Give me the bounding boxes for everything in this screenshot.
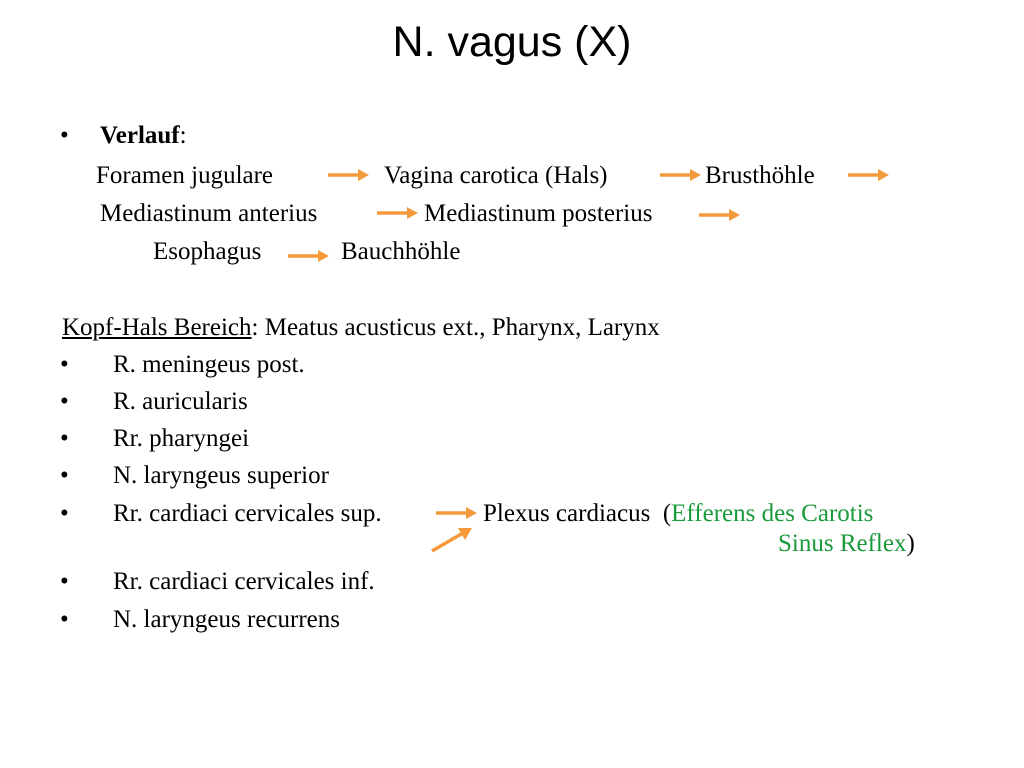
kopf-hals-rest: : Meatus acusticus ext., Pharynx, Larynx [251,314,660,341]
arrow-right-icon [375,206,419,220]
bullet: • [60,606,69,633]
path-vagina-carotica: Vagina carotica (Hals) [384,162,608,189]
path-bauchhoehle: Bauchhöhle [341,238,461,265]
plexus-green-line2: Sinus Reflex [778,530,907,557]
branch-pharyngei: Rr. pharyngei [113,425,250,452]
verlauf-heading [100,121,187,151]
arrow-right-icon [697,208,741,222]
bullet: • [60,351,69,378]
arrow-right-icon [846,168,890,182]
bullet: • [60,500,69,527]
path-mediastinum-anterius: Mediastinum anterius [100,200,318,227]
arrow-right-icon [286,249,330,263]
branch-laryngeus-recurrens: N. laryngeus recurrens [113,606,340,633]
bullet: • [60,462,69,489]
plexus-open-paren: ( [662,500,672,527]
arrow-right-icon [658,168,702,182]
bullet: • [60,388,69,415]
path-brusthoehle: Brusthöhle [705,162,815,189]
verlauf-colon: : [179,122,187,149]
kopf-hals-line [62,313,660,343]
plexus-green-line1: Efferens des Carotis [671,500,874,527]
plexus-second-line [778,529,915,559]
path-mediastinum-posterius: Mediastinum posterius [424,200,653,227]
branch-auricularis: R. auricularis [113,388,248,415]
plexus-target: Plexus cardiacus [483,500,651,527]
page-title: N. vagus (X) [392,18,632,66]
plexus-close-paren: ) [906,530,915,557]
branch-cardiaci-inf: Rr. cardiaci cervicales inf. [113,568,375,595]
arrow-up-right-icon [428,526,474,554]
arrow-right-icon [326,168,370,182]
plexus-cardiacus-line [483,499,873,529]
bullet: • [60,122,69,149]
branch-laryngeus-superior: N. laryngeus superior [113,462,329,489]
arrow-right-icon [434,506,478,520]
branch-cardiaci-sup: Rr. cardiaci cervicales sup. [113,500,382,527]
kopf-hals-label: Kopf-Hals Bereich [62,314,252,341]
bullet: • [60,425,69,452]
verlauf-heading-text: Verlauf [100,122,180,149]
bullet: • [60,568,69,595]
path-esophagus: Esophagus [153,238,262,265]
path-foramen-jugulare: Foramen jugulare [96,162,274,189]
branch-meningeus: R. meningeus post. [113,351,305,378]
